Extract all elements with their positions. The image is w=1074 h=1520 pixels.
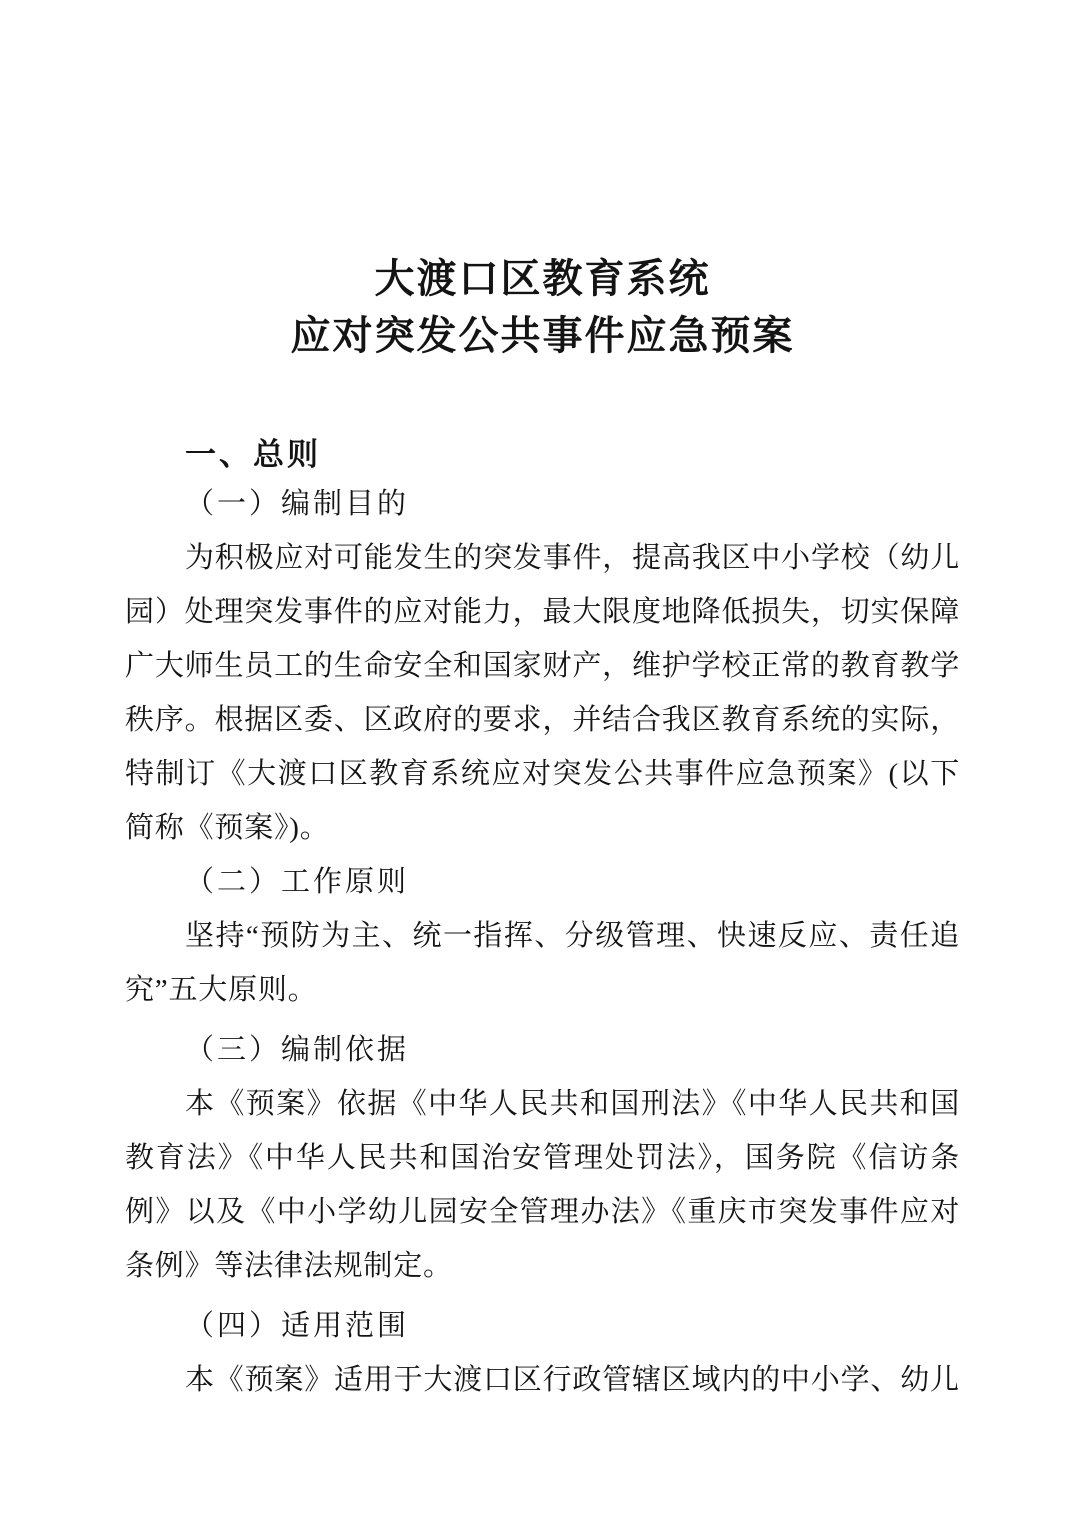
section-purpose (125, 477, 960, 855)
section-basis (125, 1023, 960, 1293)
section-basis-paragraph: 本《预案》依据《中华人民共和国刑法》《中华人民共和国教育法》《中华人民共和国治安管理处罚法》，国务院《信访条例》以及《中小学幼儿园安全管理办法》《重庆市突发事件应对条例》等法律法规制定。 (125, 1088, 960, 1282)
document-title-line-1: 大渡口区教育系统 (374, 256, 711, 301)
section-principles-heading: （二）工作原则 (185, 866, 410, 898)
section-purpose-heading: （一）编制目的 (185, 488, 410, 520)
section-scope (125, 1299, 960, 1407)
chapter-heading: 一、总则 (185, 437, 321, 472)
section-scope-heading: （四）适用范围 (185, 1310, 410, 1342)
document-title (125, 250, 960, 364)
document-title-line-2: 应对突发公共事件应急预案 (290, 313, 795, 358)
section-principles (125, 855, 960, 1017)
section-basis-heading: （三）编制依据 (185, 1034, 410, 1066)
section-purpose-paragraph: 为积极应对可能发生的突发事件，提高我区中小学校（幼儿园）处理突发事件的应对能力，最大限度地降低损失，切实保障广大师生员工的生命安全和国家财产，维护学校正常的教育教学秩序。根据区委、区政府的要求，并结合我区教育系统的实际，特制订《大渡口区教育系统应对突发公共事件应急预案》(以下简称《预案》)。 (125, 542, 960, 844)
section-principles-paragraph: 坚持“预防为主、统一指挥、分级管理、快速反应、责任追究”五大原则。 (125, 920, 960, 1006)
section-scope-paragraph: 本《预案》适用于大渡口区行政管辖区域内的中小学、幼儿 (185, 1364, 960, 1396)
